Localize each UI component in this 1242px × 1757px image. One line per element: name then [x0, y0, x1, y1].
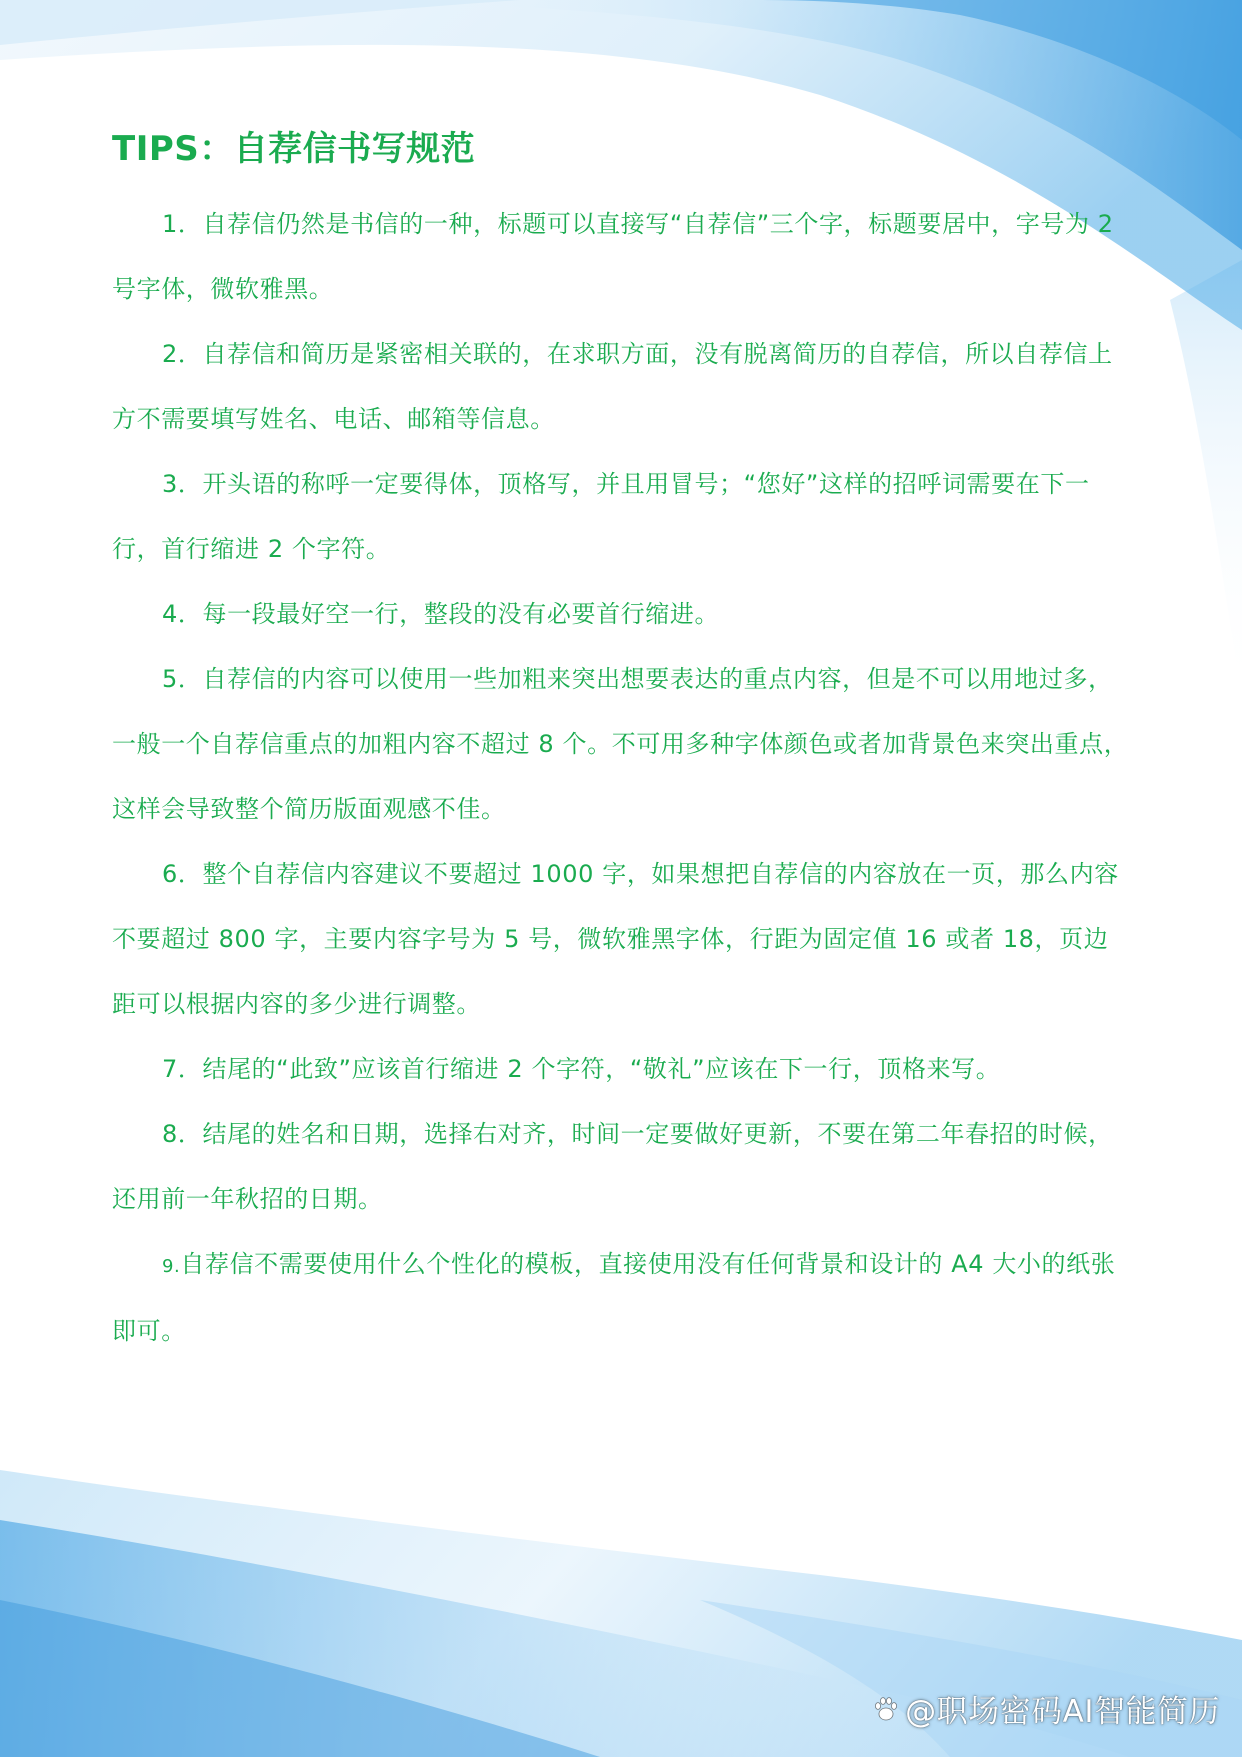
- tip-paragraph-1: [112, 192, 1132, 322]
- tip-number: 4．: [162, 600, 203, 628]
- tip-paragraph-3: [112, 452, 1132, 582]
- tip-number: 8．: [162, 1120, 203, 1148]
- tip-text: 自荐信不需要使用什么个性化的模板，直接使用没有任何背景和设计的 A4 大小的纸张即可。: [112, 1250, 1116, 1345]
- tip-paragraph-2: [112, 322, 1132, 452]
- tip-text: 每一段最好空一行，整段的没有必要首行缩进。: [202, 600, 720, 628]
- tip-number: 7．: [162, 1055, 203, 1083]
- tip-number: 6．: [162, 860, 203, 888]
- document-content: [112, 122, 1132, 1364]
- watermark: [871, 1686, 1220, 1731]
- tip-number: 1．: [162, 210, 203, 238]
- tip-text: 开头语的称呼一定要得体，顶格写，并且用冒号；“您好”这样的招呼词需要在下一行，首行缩进 2 个字符。: [112, 470, 1090, 563]
- tip-number: 3．: [162, 470, 203, 498]
- tip-text: 结尾的姓名和日期，选择右对齐，时间一定要做好更新，不要在第二年春招的时候，还用前一年秋招的日期。: [112, 1120, 1113, 1213]
- tip-text: 结尾的“此致”应该首行缩进 2 个字符，“敬礼”应该在下一行，顶格来写。: [202, 1055, 1001, 1083]
- watermark-text: @职场密码AI智能简历: [905, 1694, 1220, 1730]
- tip-paragraph-4: [112, 582, 1132, 647]
- tip-text: 自荐信的内容可以使用一些加粗来突出想要表达的重点内容，但是不可以用地过多，一般一个自荐信重点的加粗内容不超过 8 个。不可用多种字体颜色或者加背景色来突出重点，这样会导致整个简历版面观感不佳。: [112, 665, 1129, 823]
- tip-paragraph-5: [112, 647, 1132, 842]
- tip-text: 整个自荐信内容建议不要超过 1000 字，如果想把自荐信的内容放在一页，那么内容不要超过 800 字，主要内容字号为 5 号，微软雅黑字体，行距为固定值 16 或者 18，页边距可以根据内容的多少进行调整。: [112, 860, 1119, 1018]
- tip-text: 自荐信仍然是书信的一种，标题可以直接写“自荐信”三个字，标题要居中，字号为 2 号字体，微软雅黑。: [112, 210, 1114, 303]
- tip-paragraph-6: [112, 842, 1132, 1037]
- paw-icon: [871, 1694, 901, 1724]
- tip-number: 5．: [162, 665, 203, 693]
- tip-text: 自荐信和简历是紧密相关联的，在求职方面，没有脱离简历的自荐信，所以自荐信上方不需要填写姓名、电话、邮箱等信息。: [112, 340, 1113, 433]
- tip-paragraph-7: [112, 1037, 1132, 1102]
- page-title: TIPS：自荐信书写规范: [112, 129, 476, 169]
- tip-number: 2．: [162, 340, 203, 368]
- tip-number: 9.: [162, 1256, 181, 1277]
- tip-paragraph-8: [112, 1102, 1132, 1232]
- tip-paragraph-9: [112, 1232, 1132, 1364]
